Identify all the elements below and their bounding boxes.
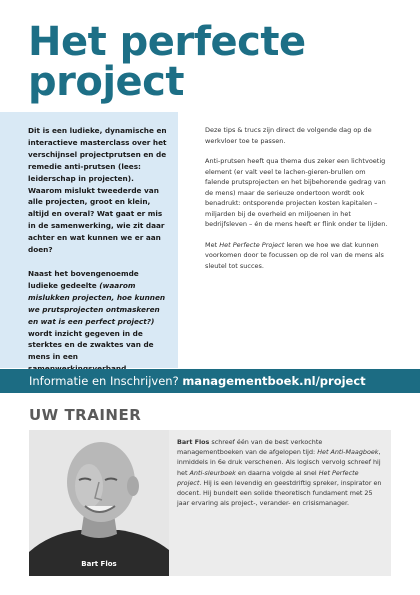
body-paragraph-1: Deze tips & trucs zijn direct de volgende dag op de werkvloer toe te passen. (205, 126, 372, 145)
trainer-heading: UW TRAINER (29, 406, 142, 424)
bio-book-3: Het Perfecte project (177, 468, 359, 487)
bio-part-4: . Hij is een levendig en geestdriftig spreker, inspirator en docent. Hij bundelt een solide theoretisch fundament met 25 jaar ervaring als project-, verander- en crisismanager. (177, 478, 382, 508)
body-paragraph-3 (205, 240, 390, 272)
intro-paragraph-2-italic: (waarom mislukken projecten, hoe kunnen we prutsprojecten ontmaskeren en wat is een perfect project?) (28, 280, 166, 326)
trainer-photo (29, 430, 169, 576)
intro-paragraph-2-start: Naast het bovengenoemde ludieke gedeelte (28, 268, 139, 290)
page-title (28, 19, 408, 105)
trainer-name: Bart Flos (177, 438, 210, 446)
bio-part-1: schreef één van de best verkochte managementboeken van de afgelopen tijd: (177, 438, 323, 457)
title-line-2: project (28, 59, 185, 105)
body-paragraph-3-italic: Het Perfecte Project (219, 240, 285, 249)
body-column (205, 125, 390, 271)
body-paragraph-3-start: Met (205, 240, 220, 249)
trainer-bio (177, 437, 383, 508)
info-banner (0, 369, 420, 393)
body-paragraph-3-end: leren we hoe we dat kunnen voorkomen door te focussen op de rol van de mens als sleutel tot succes. (205, 240, 384, 270)
intro-paragraph-2 (28, 268, 170, 375)
bio-part-3: en daarna volgde al snel (235, 468, 319, 477)
intro-paragraph-2-end: wordt inzicht gegeven in de sterktes en de zwaktes van de mens in een (28, 328, 154, 362)
bio-part-2: , inmiddels in 6e druk verschenen. Als logisch vervolg schreef hij het (177, 448, 381, 477)
photo-caption: Bart Flos (81, 560, 117, 568)
registration-link[interactable]: managementboek.nl/project (182, 374, 366, 388)
title-line-1: Het perfecte (28, 19, 306, 65)
intro-column (28, 125, 170, 375)
intro-paragraph-1: Dit is een ludieke, dynamische en interactieve masterclass over het verschijnsel projectprutsen en de remedie anti-prutsen (lees: leiderschap in projecten). Waarom mislukt tweederde van alle projecten, groot en klein, altijd en overal? Wat gaat er mis in de samenwerking, wie zit daar achter en wat kunnen we er aan doen? (28, 126, 167, 255)
body-paragraph-2: Anti-prutsen heeft qua thema dus zeker een lichtvoetig element (er valt veel te lachen-gieren-brullen om falende prutsprojecten en het bijbehorende gedrag van de mens) maar de serieuze ondertoon wordt ook benadrukt: ontsporende projecten kosten kapitalen – miljarden bij de overheid en miljoenen in het bedrijfsleven – én de mens heeft er flink onder te lijden. (205, 157, 388, 228)
bio-book-2: Anti-sleurboek (189, 468, 236, 477)
bio-book-1: Het Anti-Maagboek (317, 448, 379, 457)
trainer-portrait-image (29, 430, 169, 576)
banner-prefix: Informatie en Inschrijven? (29, 374, 183, 388)
